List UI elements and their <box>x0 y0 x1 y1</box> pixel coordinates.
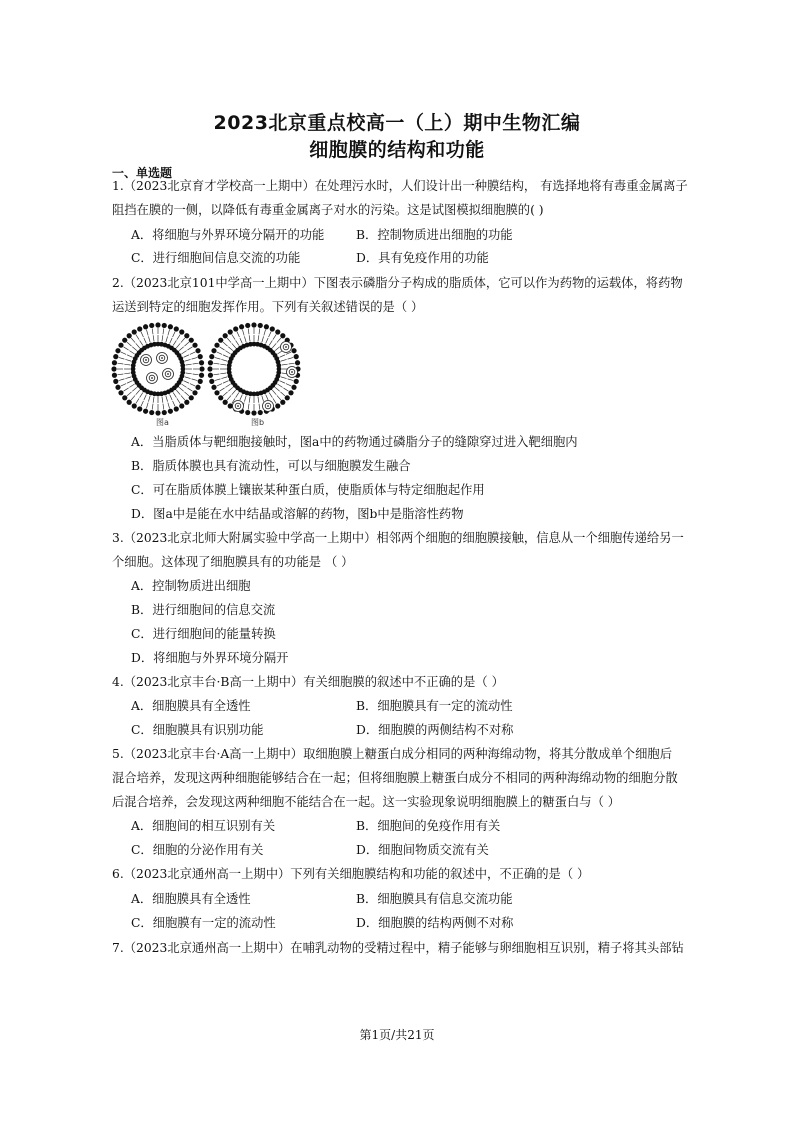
question-6-option-d: D．细胞膜的结构两侧不对称 <box>356 916 514 930</box>
question-6-option-c: C．细胞膜有一定的流动性 <box>131 916 276 930</box>
question-2-line-2: 运送到特定的细胞发挥作用。下列有关叙述错误的是（ ） <box>112 300 424 314</box>
question-4-option-b: B．细胞膜具有一定的流动性 <box>356 699 513 713</box>
question-2-option-a: A．当脂质体与靶细胞接触时，图a中的药物通过磷脂分子的缝隙穿过进入靶细胞内 <box>131 435 578 449</box>
question-6-option-a: A．细胞膜具有全透性 <box>131 892 251 906</box>
question-3-option-b: B．进行细胞间的信息交流 <box>131 603 276 617</box>
question-4-option-c: C．细胞膜具有识别功能 <box>131 723 264 737</box>
question-5-line-1: 5.（2023北京丰台·A高一上期中）取细胞膜上糖蛋白成分相同的两种海绵动物，将其分散成单个细胞后 <box>112 747 672 761</box>
question-3-option-d: D．将细胞与外界环境分隔开 <box>131 651 289 665</box>
question-6-option-b: B．细胞膜具有信息交流功能 <box>356 892 513 906</box>
question-2-line-1: 2.（2023北京101中学高一上期中）下图表示磷脂分子构成的脂质体，它可以作为药物的运载体，将药物 <box>112 276 683 290</box>
question-5-line-3: 后混合培养，会发现这两种细胞不能结合在一起。这一实验现象说明细胞膜上的糖蛋白与（ ） <box>112 795 621 809</box>
question-1-option-a: A．将细胞与外界环境分隔开的功能 <box>131 228 325 242</box>
liposome-diagram <box>110 322 310 430</box>
question-5-option-d: D．细胞间物质交流有关 <box>356 843 489 857</box>
question-2-option-b: B．脂质体膜也具有流动性，可以与细胞膜发生融合 <box>131 459 411 473</box>
question-4-line-1: 4.（2023北京丰台·B高一上期中）有关细胞膜的叙述中不正确的是（ ） <box>112 675 504 689</box>
question-2-option-d: D．图a中是能在水中结晶或溶解的药物，图b中是脂溶性药物 <box>131 507 464 521</box>
question-1-option-d: D．具有免疫作用的功能 <box>356 251 489 265</box>
question-3-line-2: 个细胞。这体现了细胞膜具有的功能是 （ ） <box>112 555 354 569</box>
liposome-figure <box>110 322 310 430</box>
figure-label-a: 图a <box>156 418 169 427</box>
question-6-line-1: 6.（2023北京通州高一上期中）下列有关细胞膜结构和功能的叙述中，不正确的是（ ） <box>112 867 590 881</box>
question-1-line-1: 1.（2023北京育才学校高一上期中）在处理污水时，人们设计出一种膜结构， 有选择地将有毒重金属离子 <box>112 179 688 193</box>
question-5-line-2: 混合培养，发现这两种细胞能够结合在一起；但将细胞膜上糖蛋白成分不相同的两种海绵动物的细胞分散 <box>112 771 678 785</box>
question-1-option-c: C．进行细胞间信息交流的功能 <box>131 251 301 265</box>
figure-label-b: 图b <box>251 418 265 427</box>
document-subtitle: 细胞膜的结构和功能 <box>309 139 485 161</box>
question-5-option-a: A．细胞间的相互识别有关 <box>131 819 276 833</box>
section-heading: 一、单选题 <box>112 166 173 180</box>
question-5-option-b: B．细胞间的免疫作用有关 <box>356 819 501 833</box>
question-2-option-c: C．可在脂质体膜上镶嵌某种蛋白质，使脂质体与特定细胞起作用 <box>131 483 485 497</box>
liposome-b <box>207 322 300 415</box>
question-7-line-1: 7.（2023北京通州高一上期中）在哺乳动物的受精过程中，精子能够与卵细胞相互识别，精子将其头部钻 <box>112 941 684 955</box>
question-3-option-a: A．控制物质进出细胞 <box>131 579 251 593</box>
question-1-option-b: B．控制物质进出细胞的功能 <box>356 228 513 242</box>
liposome-a <box>111 322 204 415</box>
question-3-option-c: C．进行细胞间的能量转换 <box>131 627 276 641</box>
page-footer: 第1页/共21页 <box>359 1028 435 1042</box>
question-4-option-d: D．细胞膜的两侧结构不对称 <box>356 723 514 737</box>
question-3-line-1: 3.（2023北京北师大附属实验中学高一上期中）相邻两个细胞的细胞膜接触，信息从一个细胞传递给另一 <box>112 531 684 545</box>
document-title: 2023北京重点校高一（上）期中生物汇编 <box>213 112 581 134</box>
question-4-option-a: A．细胞膜具有全透性 <box>131 699 251 713</box>
question-1-line-2: 阻挡在膜的一侧，以降低有毒重金属离子对水的污染。这是试图模拟细胞膜的( ) <box>112 203 544 217</box>
question-5-option-c: C．细胞的分泌作用有关 <box>131 843 264 857</box>
